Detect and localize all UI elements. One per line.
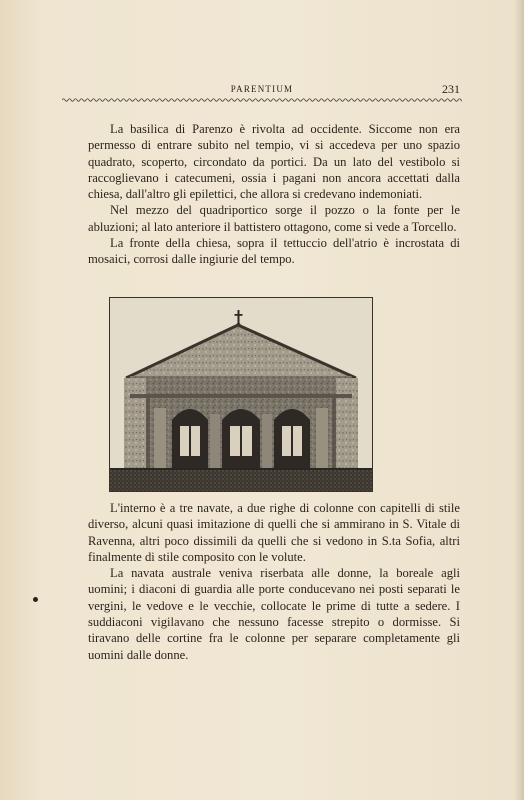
- page-gutter-shadow: [514, 0, 524, 800]
- header-ornamental-rule: [62, 97, 462, 103]
- text-block-bottom: [88, 500, 460, 663]
- ground: [110, 468, 372, 491]
- page-header: [62, 84, 462, 98]
- text-block-top: [88, 121, 460, 268]
- margin-ink-spot: [33, 597, 38, 602]
- paragraph-3: La fronte della chiesa, sopra il tettuccio dell'atrio è incrostata di mosaici, corrosi dalle ingiurie del tempo.: [88, 236, 460, 267]
- page-number: 231: [442, 82, 460, 96]
- atrium-roof: [130, 394, 352, 398]
- left-pier: [124, 378, 146, 470]
- paragraph-4: L'interno è a tre navate, a due righe di colonne con capitelli di stile diverso, alcuni quasi imitazione di quelli che si ammirano in S. Vitale di Ravenna, altri poco dissimili da quelli che si vedono in S.ta Sofia, altri finalmente di stile composito con le volute.: [88, 501, 460, 564]
- paragraph-5: La navata australe veniva riserbata alle donne, la boreale agli uomini; i diaconi di guardia alle porte conducevano nei posti separati le vergini, le vedove e le vecchie, collocate le prime di tutte a sedere. I suddiaconi vigilavano che nessuno facesse strepito o dormisse. Si tiravano delle cortine fra le colonne per separare completamente gli uomini dalle donne.: [88, 566, 460, 662]
- running-title: PARENTIUM: [230, 84, 294, 94]
- basilica-facade-image: [110, 298, 372, 491]
- basilica-facade-illustration: [109, 297, 373, 492]
- arched-windows: [172, 409, 310, 468]
- right-pier: [336, 378, 358, 470]
- paragraph-1: La basilica di Parenzo è rivolta ad occidente. Siccome non era permesso di entrare subito nel tempio, vi si accedeva per uno spazio quadrato, scoperto, circondato da portici. Da un lato del vestibolo si raccoglievano i catecumeni, ossia i pagani non ancora accettati dalla chiesa, dall'altro gli epilettici, che allora si credevano indemoniati.: [88, 122, 460, 202]
- paragraph-2: Nel mezzo del quadriportico sorge il pozzo o la fonte per le abluzioni; al lato anteriore il battistero ottagono, come si vede a Torcello.: [88, 203, 460, 234]
